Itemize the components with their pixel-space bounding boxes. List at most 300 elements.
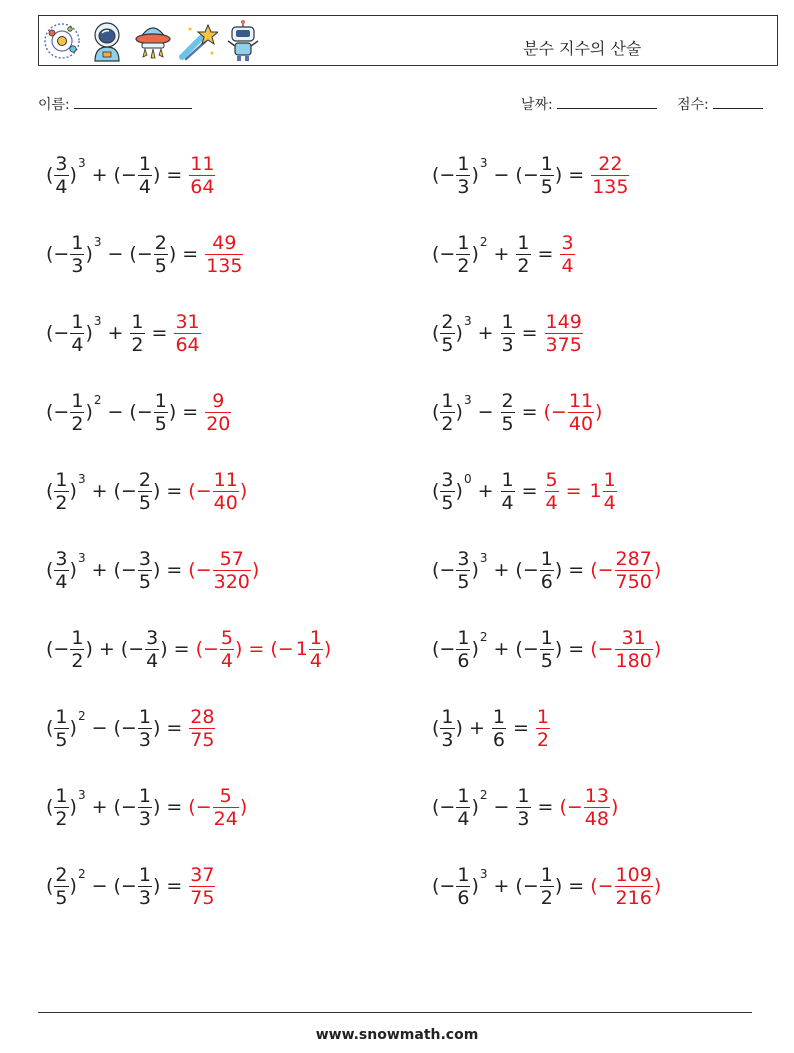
fraction (456, 785, 470, 830)
fraction (603, 469, 617, 514)
parenthesis: (− (188, 796, 212, 818)
answer (590, 153, 630, 198)
numerator: 5 (219, 784, 232, 807)
denominator: 6 (492, 728, 505, 751)
answer (544, 469, 618, 514)
parenthesis: ) (471, 164, 479, 186)
denominator: 4 (55, 570, 68, 593)
parenthesis: (− (195, 638, 219, 660)
fraction (205, 390, 231, 435)
parenthesis: (− (46, 638, 70, 660)
answer (188, 548, 259, 593)
denominator: 4 (138, 175, 151, 198)
problem-14 (432, 622, 661, 676)
denominator: 5 (55, 728, 68, 751)
numerator: 1 (441, 389, 454, 412)
parenthesis: (− (590, 559, 614, 581)
numerator: 9 (212, 389, 225, 412)
denominator: 180 (615, 649, 652, 672)
fraction (456, 232, 470, 277)
fraction (456, 864, 470, 909)
numerator: 1 (492, 705, 505, 728)
parenthesis: ) (455, 717, 463, 739)
fraction (213, 469, 239, 514)
numerator: 1 (138, 152, 151, 175)
numerator: 3 (457, 547, 470, 570)
answer (559, 232, 575, 277)
score-field (677, 94, 763, 114)
numerator: 2 (154, 231, 167, 254)
answer (173, 311, 201, 356)
operator: = (521, 480, 538, 502)
parenthesis: ( (46, 559, 54, 581)
parenthesis: ) (610, 796, 619, 818)
operator: = (568, 875, 585, 897)
denominator: 2 (540, 886, 553, 909)
fraction (54, 153, 68, 198)
denominator: 3 (71, 254, 84, 277)
fraction (138, 469, 152, 514)
denominator: 64 (190, 175, 215, 198)
fraction (189, 706, 215, 751)
denominator: 2 (536, 728, 549, 751)
fraction (440, 469, 454, 514)
parenthesis: ( (46, 875, 54, 897)
answer (204, 390, 232, 435)
denominator: 5 (154, 254, 167, 277)
problem-8 (432, 385, 602, 439)
fraction (568, 390, 594, 435)
parenthesis: (− (432, 875, 456, 897)
denominator: 3 (441, 728, 454, 751)
parenthesis: ) (85, 638, 93, 660)
operator: − (493, 796, 510, 818)
numerator: 149 (545, 310, 582, 333)
numerator: 1 (441, 705, 454, 728)
problem-7 (46, 385, 232, 439)
parenthesis: (− (432, 243, 456, 265)
parenthesis: (− (113, 164, 137, 186)
parenthesis: ) (653, 559, 662, 581)
fraction (456, 548, 470, 593)
parenthesis: (− (590, 875, 614, 897)
denominator: 4 (146, 649, 159, 672)
parenthesis: (− (129, 401, 153, 423)
parenthesis: (− (515, 164, 539, 186)
answer (590, 627, 661, 672)
parenthesis: ) (85, 243, 93, 265)
fraction (54, 785, 68, 830)
fraction (189, 864, 215, 909)
parenthesis: (− (270, 638, 294, 660)
numerator: 1 (540, 152, 553, 175)
exponent: 2 (479, 630, 488, 644)
operator: + (493, 243, 510, 265)
exponent: 3 (77, 551, 86, 565)
answer (590, 864, 661, 909)
parenthesis: (− (46, 322, 70, 344)
numerator: 3 (138, 547, 151, 570)
problem-18 (432, 780, 618, 834)
operator: = (521, 322, 538, 344)
numerator: 1 (71, 231, 84, 254)
parenthesis: (− (432, 796, 456, 818)
denominator: 135 (206, 254, 243, 277)
numerator: 1 (71, 626, 84, 649)
answer (535, 706, 551, 751)
denominator: 2 (55, 491, 68, 514)
parenthesis: ) (69, 559, 77, 581)
numerator: 11 (190, 152, 215, 175)
operator: = (182, 243, 199, 265)
operator: − (91, 717, 108, 739)
fraction (213, 548, 251, 593)
numerator: 1 (138, 705, 151, 728)
parenthesis: ) (152, 164, 161, 186)
denominator: 4 (545, 491, 558, 514)
exponent: 3 (479, 551, 488, 565)
fraction (54, 469, 68, 514)
fraction (70, 627, 84, 672)
numerator: 13 (584, 784, 609, 807)
numerator: 1 (540, 547, 553, 570)
numerator: 31 (175, 310, 200, 333)
parenthesis: ( (432, 717, 440, 739)
fraction (545, 469, 559, 514)
problem-15 (46, 701, 216, 755)
operator: − (107, 243, 124, 265)
denominator: 75 (190, 728, 215, 751)
problem-5 (46, 306, 202, 360)
numerator: 109 (615, 863, 652, 886)
fraction (70, 232, 84, 277)
astronaut-icon (87, 19, 127, 63)
fraction (138, 548, 152, 593)
exponent: 0 (463, 472, 472, 486)
fraction (516, 232, 530, 277)
parenthesis: (− (543, 401, 567, 423)
parenthesis: (− (188, 480, 212, 502)
fraction (213, 785, 239, 830)
problem-9 (46, 464, 247, 518)
exponent: 3 (77, 788, 86, 802)
parenthesis: ) (595, 401, 603, 423)
fraction (154, 232, 168, 277)
numerator: 1 (540, 626, 553, 649)
denominator: 40 (568, 412, 594, 435)
denominator: 48 (584, 807, 609, 830)
denominator: 40 (213, 491, 238, 514)
operator: − (91, 875, 108, 897)
fraction (615, 864, 653, 909)
operator: + (493, 875, 510, 897)
numerator: 57 (219, 547, 244, 570)
denominator: 6 (457, 649, 470, 672)
operator: + (493, 559, 510, 581)
score-blank[interactable] (713, 94, 763, 109)
operator: − (107, 401, 124, 423)
operator: = (568, 559, 585, 581)
problem-19 (46, 859, 216, 913)
numerator: 1 (501, 310, 514, 333)
problem-13 (46, 622, 331, 676)
denominator: 4 (309, 649, 322, 672)
numerator: 1 (71, 310, 84, 333)
exponent: 3 (77, 156, 86, 170)
numerator: 1 (71, 389, 84, 412)
worksheet-title: 분수 지수의 산술 (523, 39, 642, 58)
fraction (189, 153, 215, 198)
parenthesis: (− (46, 243, 70, 265)
parenthesis: (− (590, 638, 614, 660)
operator: = (166, 480, 183, 502)
score-label: 점수: (677, 97, 709, 113)
operator: = (537, 243, 554, 265)
footer-divider (38, 1012, 752, 1013)
problem-3 (46, 227, 244, 281)
denominator: 3 (517, 807, 530, 830)
exponent: 3 (463, 393, 472, 407)
ufo-icon (133, 19, 173, 63)
denominator: 4 (220, 649, 233, 672)
parenthesis: ( (46, 164, 54, 186)
denominator: 4 (71, 333, 84, 356)
denominator: 4 (501, 491, 514, 514)
problem-12 (432, 543, 661, 597)
operator: = (568, 164, 585, 186)
operator: = (151, 322, 168, 344)
answer (204, 232, 244, 277)
numerator: 287 (615, 547, 652, 570)
problem-11 (46, 543, 259, 597)
fraction (456, 627, 470, 672)
exponent: 2 (77, 709, 86, 723)
numerator: 3 (441, 468, 454, 491)
exponent: 2 (479, 235, 488, 249)
operator: = (166, 559, 183, 581)
numerator: 3 (55, 547, 68, 570)
numerator: 49 (212, 231, 237, 254)
operator: = (166, 164, 183, 186)
parenthesis: ) (69, 875, 77, 897)
parenthesis: ) (85, 322, 93, 344)
numerator: 5 (545, 468, 558, 491)
numerator: 1 (55, 784, 68, 807)
numerator: 1 (309, 626, 322, 649)
parenthesis: ( (432, 480, 440, 502)
numerator: 22 (598, 152, 623, 175)
denominator: 6 (457, 886, 470, 909)
denominator: 4 (561, 254, 574, 277)
exponent: 2 (93, 393, 102, 407)
numerator: 3 (561, 231, 574, 254)
exponent: 2 (77, 867, 86, 881)
operator: = (173, 638, 190, 660)
denominator: 3 (138, 728, 151, 751)
denominator: 5 (55, 886, 68, 909)
numerator: 31 (621, 626, 646, 649)
answer (590, 548, 661, 593)
operator: = (166, 717, 183, 739)
parenthesis: ) (471, 875, 479, 897)
operator: + (91, 480, 108, 502)
operator: − (493, 164, 510, 186)
fraction (456, 153, 470, 198)
parenthesis: ) (152, 875, 161, 897)
parenthesis: (− (120, 638, 145, 660)
fraction (138, 706, 152, 751)
parenthesis: ) (160, 638, 168, 660)
numerator: 1 (540, 863, 553, 886)
fraction (54, 706, 68, 751)
parenthesis: ( (46, 717, 54, 739)
denominator: 3 (457, 175, 470, 198)
answer (196, 627, 332, 672)
worksheet-header (38, 15, 778, 66)
exponent: 3 (463, 314, 472, 328)
exponent: 3 (479, 867, 488, 881)
denominator: 5 (154, 412, 167, 435)
numerator: 37 (190, 863, 215, 886)
fraction (54, 864, 68, 909)
denominator: 64 (175, 333, 200, 356)
denominator: 5 (457, 570, 470, 593)
parenthesis: (− (113, 796, 137, 818)
answer (544, 311, 584, 356)
parenthesis: (− (515, 875, 539, 897)
problem-4 (432, 227, 576, 281)
denominator: 2 (517, 254, 530, 277)
problem-1 (46, 148, 216, 202)
numerator: 1 (536, 705, 549, 728)
problem-6 (432, 306, 584, 360)
operator: = (568, 638, 585, 660)
denominator: 4 (457, 807, 470, 830)
exponent: 3 (93, 314, 102, 328)
numerator: 1 (55, 705, 68, 728)
fraction (70, 390, 84, 435)
fraction (540, 548, 554, 593)
numerator: 3 (55, 152, 68, 175)
parenthesis: ) (323, 638, 332, 660)
parenthesis: ) (554, 164, 563, 186)
denominator: 5 (138, 570, 151, 593)
parenthesis: (− (432, 164, 456, 186)
parenthesis: ) (152, 559, 161, 581)
parenthesis: ) (455, 480, 463, 502)
numerator: 5 (220, 626, 233, 649)
parenthesis: ) (239, 480, 248, 502)
operator: + (468, 717, 485, 739)
operator: + (98, 638, 115, 660)
operator: = (166, 796, 183, 818)
operator: + (107, 322, 124, 344)
parenthesis: (− (559, 796, 583, 818)
fraction (501, 311, 515, 356)
numerator: 1 (517, 784, 530, 807)
denominator: 3 (138, 807, 151, 830)
denominator: 216 (615, 886, 652, 909)
parenthesis: ) (152, 480, 161, 502)
fraction (138, 153, 152, 198)
parenthesis: (− (515, 638, 539, 660)
denominator: 2 (441, 412, 454, 435)
parenthesis: ) (471, 638, 479, 660)
name-blank[interactable] (74, 94, 192, 109)
denominator: 75 (190, 886, 215, 909)
denominator: 135 (592, 175, 629, 198)
fraction (501, 390, 515, 435)
parenthesis: ) (653, 875, 662, 897)
numerator: 1 (457, 626, 470, 649)
numerator: 2 (501, 389, 514, 412)
parenthesis: ) (455, 401, 463, 423)
parenthesis: (− (113, 875, 137, 897)
operator: = (521, 401, 538, 423)
answer (544, 390, 603, 435)
fraction (70, 311, 84, 356)
mixed-whole-number: 1 (295, 638, 308, 660)
fraction (540, 864, 554, 909)
fraction (440, 706, 454, 751)
denominator: 5 (441, 333, 454, 356)
operator: + (91, 796, 108, 818)
problem-17 (46, 780, 247, 834)
exponent: 2 (479, 788, 488, 802)
date-field (521, 94, 657, 114)
denominator: 2 (131, 333, 144, 356)
fraction (309, 627, 323, 672)
parenthesis: ) (152, 796, 161, 818)
answer (188, 864, 216, 909)
fraction (54, 548, 68, 593)
exponent: 3 (479, 156, 488, 170)
denominator: 24 (213, 807, 238, 830)
parenthesis: (− (113, 717, 137, 739)
numerator: 2 (138, 468, 151, 491)
denominator: 2 (457, 254, 470, 277)
parenthesis: ) (471, 796, 479, 818)
denominator: 5 (540, 649, 553, 672)
parenthesis: ) (471, 243, 479, 265)
operator: + (477, 480, 494, 502)
fraction (615, 548, 653, 593)
numerator: 11 (213, 468, 238, 491)
denominator: 20 (206, 412, 231, 435)
parenthesis: ) (85, 401, 93, 423)
denominator: 4 (603, 491, 616, 514)
fraction (615, 627, 653, 672)
fraction (540, 627, 554, 672)
denominator: 2 (55, 807, 68, 830)
operator: = (537, 796, 554, 818)
numerator: 1 (457, 863, 470, 886)
numerator: 1 (131, 310, 144, 333)
date-label: 날짜: (521, 97, 553, 113)
fraction (516, 785, 530, 830)
numerator: 1 (603, 468, 616, 491)
date-blank[interactable] (557, 94, 657, 109)
answer (188, 153, 216, 198)
parenthesis: ) (554, 638, 563, 660)
parenthesis: ) (168, 243, 177, 265)
parenthesis: ) (69, 796, 77, 818)
fraction (492, 706, 506, 751)
parenthesis: (− (46, 401, 70, 423)
parenthesis: ( (432, 401, 440, 423)
parenthesis: ) (471, 559, 479, 581)
parenthesis: ) (69, 717, 77, 739)
